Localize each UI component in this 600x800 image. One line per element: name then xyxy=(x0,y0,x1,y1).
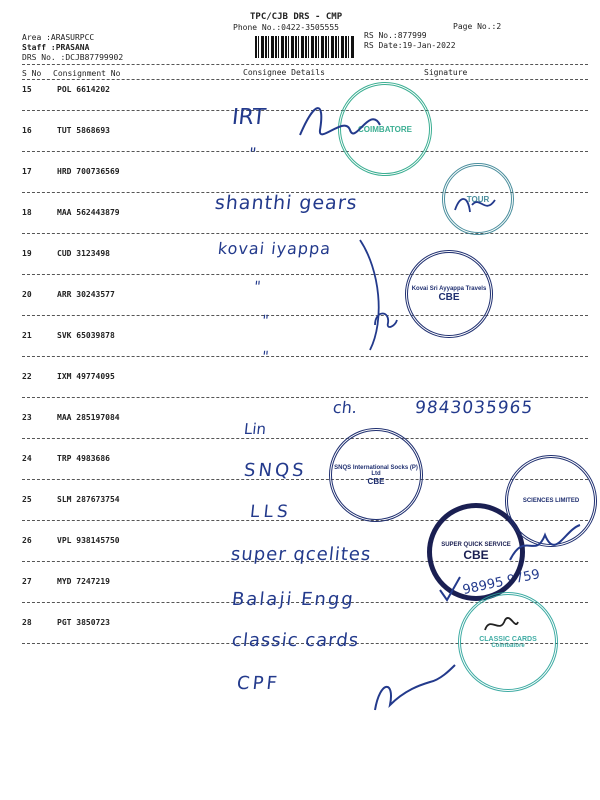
stamp-text: SCIENCES LIMITED xyxy=(522,498,580,504)
signature-m xyxy=(505,520,585,570)
handwriting-phone: 9843035965 xyxy=(413,398,535,418)
col-consignee: Consignee Details xyxy=(243,68,325,77)
row-consignment-no: ARR 30243577 xyxy=(57,290,115,299)
signature-ach xyxy=(450,190,500,220)
signature-final xyxy=(370,660,460,720)
row-consignment-no: MAA 562443879 xyxy=(57,208,120,217)
row-divider xyxy=(22,438,588,439)
row-consignment-no: POL 6614202 xyxy=(57,85,110,94)
barcode xyxy=(255,36,355,58)
row-sno: 18 xyxy=(22,208,32,217)
col-signature: Signature xyxy=(424,68,468,77)
row-consignment-no: MYD 7247219 xyxy=(57,577,110,586)
row-sno: 25 xyxy=(22,495,32,504)
row-sno: 22 xyxy=(22,372,32,381)
stamp-text: SNQS International Socks (P) Ltd xyxy=(334,464,418,477)
signature-scribble xyxy=(290,95,390,155)
stamp-text: TOUR xyxy=(466,194,490,204)
col-consignment: Consignment No xyxy=(53,69,121,78)
row-consignment-no: PGT 3850723 xyxy=(57,618,110,627)
row-sno: 21 xyxy=(22,331,32,340)
row-divider xyxy=(22,315,588,316)
row-sno: 26 xyxy=(22,536,32,545)
handwriting-ch: ch. xyxy=(332,398,359,417)
handwriting-irt: IRT xyxy=(230,105,267,130)
document-title: TPC/CJB DRS - CMP xyxy=(250,12,343,22)
handwriting-super-qcelites: super qcelites xyxy=(229,544,373,565)
handwriting-kovai-iyappa: kovai iyappa xyxy=(217,239,333,258)
column-divider xyxy=(22,79,588,80)
handwriting-ditto: " xyxy=(248,144,258,163)
stamp-text: Kovai Sri Ayyappa Travels xyxy=(411,285,487,292)
classic-cards-stamp xyxy=(458,592,558,692)
page-number: Page No.:2 xyxy=(453,22,502,31)
handwriting-lls: LLS xyxy=(248,502,293,522)
handwriting-number: 98995 9759 xyxy=(461,566,542,599)
header-divider xyxy=(22,64,588,65)
row-consignment-no: TUT 5868693 xyxy=(57,126,110,135)
row-sno: 23 xyxy=(22,413,32,422)
handwriting-balaji-engg: Balaji Engg xyxy=(230,589,356,610)
handwriting-ditto: " xyxy=(261,349,270,365)
row-sno: 17 xyxy=(22,167,32,176)
row-sno: 15 xyxy=(22,85,32,94)
staff-label: Staff :PRASANA xyxy=(22,43,90,52)
stamp-text: COIMBATORE xyxy=(358,124,412,134)
signature-mark xyxy=(370,305,400,335)
phone-number: Phone No.:0422-3505555 xyxy=(233,23,339,32)
row-sno: 28 xyxy=(22,618,32,627)
rs-number: RS No.:877999 xyxy=(364,31,427,40)
row-consignment-no: SVK 65039878 xyxy=(57,331,115,340)
row-consignment-no: IXM 49774095 xyxy=(57,372,115,381)
handwriting-ditto: " xyxy=(253,279,262,295)
row-consignment-no: VPL 938145750 xyxy=(57,536,120,545)
row-sno: 20 xyxy=(22,290,32,299)
handwriting-classic-cards: classic cards xyxy=(230,630,361,651)
handwriting-ditto: " xyxy=(261,313,270,329)
handwriting-shanthi-gears: shanthi gears xyxy=(213,192,359,214)
rs-date: RS Date:19-Jan-2022 xyxy=(364,41,456,50)
stamp-text: CBE xyxy=(438,291,460,303)
snqs-stamp xyxy=(329,428,423,522)
handwriting-cpf: CPF xyxy=(235,673,281,694)
stamp-text: SUPER QUICK SERVICE xyxy=(441,542,511,548)
ayyappa-travels-stamp xyxy=(405,250,493,338)
row-consignment-no: CUD 3123498 xyxy=(57,249,110,258)
row-divider xyxy=(22,274,588,275)
row-sno: 19 xyxy=(22,249,32,258)
drs-number: DRS No. :DCJB87799902 xyxy=(22,53,124,62)
signature-bracket xyxy=(350,230,400,360)
handwriting-snqs: SNQS xyxy=(242,460,308,481)
signature-classic xyxy=(480,610,520,640)
row-divider xyxy=(22,356,588,357)
handwriting-lin: Lin xyxy=(243,420,267,438)
row-sno: 24 xyxy=(22,454,32,463)
signature-tick xyxy=(435,575,465,605)
row-consignment-no: SLM 287673754 xyxy=(57,495,120,504)
area-label: Area :ARASURPCC xyxy=(22,33,95,42)
col-sno: S No xyxy=(22,69,42,78)
stamp-text: CBE xyxy=(367,476,385,486)
stamp-text: Coimbatore xyxy=(491,642,525,649)
stamp-text: CLASSIC CARDS xyxy=(479,635,537,643)
row-consignment-no: HRD 700736569 xyxy=(57,167,120,176)
row-consignment-no: TRP 4983686 xyxy=(57,454,110,463)
row-consignment-no: MAA 285197084 xyxy=(57,413,120,422)
row-divider xyxy=(22,233,588,234)
row-sno: 27 xyxy=(22,577,32,586)
stamp-text: CBE xyxy=(463,548,489,562)
row-sno: 16 xyxy=(22,126,32,135)
